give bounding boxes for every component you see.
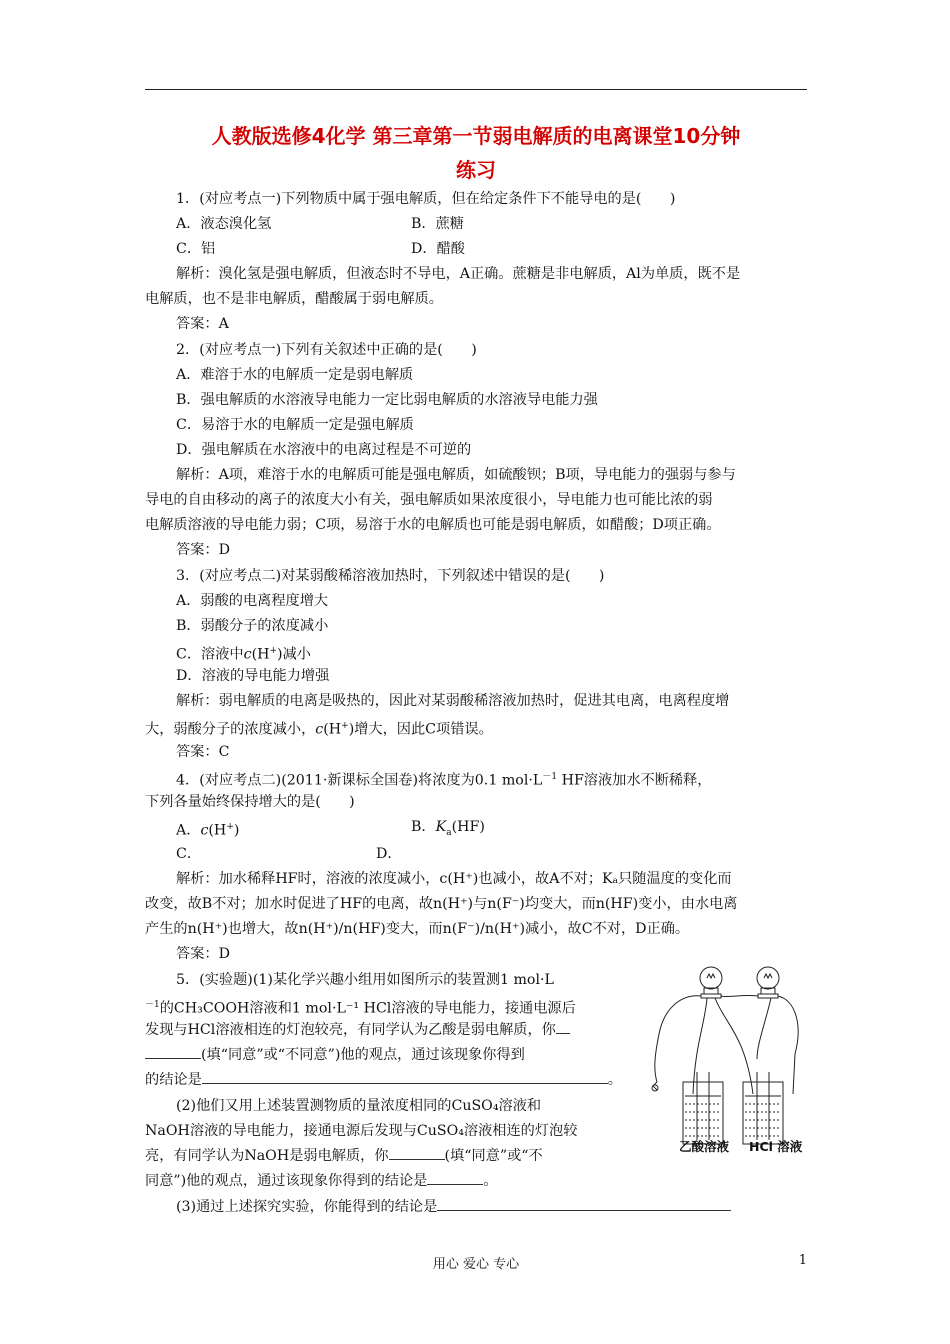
q2-option-c: C．易溶于水的电解质一定是强电解质 <box>176 417 414 433</box>
q4-stem: 4．(对应考点二)(2011·新课标全国卷)将浓度为0.1 $mol\cdot L^{-1}$ HF溶液加水不断稀释， <box>176 772 712 789</box>
q4-option-a: A．c(H+) <box>176 822 240 839</box>
q1-analysis-cont: 电解质，也不是非电解质，醋酸属于弱电解质。 <box>145 291 443 307</box>
q1-answer: 答案：A <box>176 316 229 332</box>
figure-label-acetic: 乙酸溶液 <box>679 1139 730 1154</box>
q5-blank-4[interactable] <box>427 1172 483 1185</box>
header-rule <box>145 89 807 90</box>
page-title-line2: 练习 <box>456 158 496 182</box>
footer-motto: 用心 爱心 专心 <box>432 1257 520 1272</box>
q1-option-b: B．蔗糖 <box>411 216 464 232</box>
q3-option-d: D．溶液的导电能力增强 <box>176 668 330 684</box>
q5-stem-cont3: (填“同意”或“不同意”)他的观点，通过该现象你得到 <box>145 1046 525 1064</box>
q2-analysis-cont1: 导电的自由移动的离子的浓度大小有关，强电解质如果浓度很小，导电能力也可能比浓的弱 <box>145 492 713 508</box>
q1-option-c: C．铝 <box>176 241 216 257</box>
q5-part2-cont2: 亮，有同学认为NaOH是弱电解质，你 (填“同意”或“不 <box>145 1148 543 1164</box>
q5-blank-2[interactable] <box>202 1071 608 1084</box>
q4-option-b: B．$K_a(HF)$ <box>411 819 485 838</box>
q3-analysis-cont: 大，弱酸分子的浓度减小，c(H+)增大，因此C项错误。 <box>145 721 493 738</box>
q4-answer: 答案：D <box>176 946 230 962</box>
beaker-left-icon <box>683 1072 723 1144</box>
page-title: 人教版选修4化学 第三章第一节弱电解质的电离课堂10分钟 <box>211 124 741 148</box>
q2-stem: 2．(对应考点一)下列有关叙述中正确的是( ) <box>176 342 477 358</box>
conductivity-apparatus-figure <box>645 964 813 1158</box>
q5-part3: (3)通过上述探究实验，你能得到的结论是 <box>176 1198 731 1216</box>
q4-option-c: C． <box>176 846 202 862</box>
q5-blank-3[interactable] <box>389 1147 445 1160</box>
q4-analysis: 解析：加水稀释HF时，溶液的浓度减小，c(H⁺)也减小，故A不对；Kₐ只随温度的变化而 <box>176 871 732 887</box>
q5-blank-1[interactable] <box>145 1046 201 1059</box>
q3-option-c: C．溶液中c(H+)减小 <box>176 646 311 663</box>
q1-stem: 1．(对应考点一)下列物质中属于强电解质，但在给定条件下不能导电的是( ) <box>176 191 676 207</box>
q2-analysis: 解析：A项，难溶于水的电解质可能是强电解质，如硫酸钡；B项，导电能力的强弱与参与 <box>176 467 736 483</box>
q5-stem-cont1: $^{-1}$的CH₃COOH溶液和1 mol·L⁻¹ HCl溶液的导电能力，接通电源后 <box>145 1000 576 1017</box>
q1-option-d: D．醋酸 <box>411 241 465 257</box>
q5-stem-cont2: 发现与HCl溶液相连的灯泡较亮，有同学认为乙酸是弱电解质，你 <box>145 1021 570 1039</box>
q4-stem-cont: 下列各量始终保持增大的是( ) <box>145 794 355 810</box>
page-number: 1 <box>798 1253 807 1268</box>
q5-stem-cont4: 的结论是 。 <box>145 1072 622 1088</box>
beaker-right-icon <box>743 1072 783 1144</box>
q2-option-b: B．强电解质的水溶液导电能力一定比弱电解质的水溶液导电能力强 <box>176 392 598 408</box>
q5-part2: (2)他们又用上述装置测物质的量浓度相同的CuSO₄溶液和 <box>176 1098 542 1114</box>
q3-answer: 答案：C <box>176 744 230 760</box>
q2-option-a: A．难溶于水的电解质一定是弱电解质 <box>176 367 414 383</box>
light-bulb-right-icon <box>757 967 779 998</box>
q5-blank-5[interactable] <box>437 1198 731 1211</box>
q3-option-b: B．弱酸分子的浓度减小 <box>176 618 329 634</box>
q2-option-d: D．强电解质在水溶液中的电离过程是不可逆的 <box>176 442 472 458</box>
q1-option-a: A．液态溴化氢 <box>176 216 272 232</box>
figure-label-hcl: HCl 溶液 <box>749 1139 803 1154</box>
q4-analysis-cont2: 产生的n(H⁺)也增大，故n(H⁺)/n(HF)变大，而n(F⁻)/n(H⁺)减小，故C不对，D正确。 <box>145 921 690 937</box>
q5-stem: 5．(实验题)(1)某化学兴趣小组用如图所示的装置测1 mol·L <box>176 972 554 988</box>
light-bulb-left-icon <box>700 967 722 998</box>
q3-analysis: 解析：弱电解质的电离是吸热的，因此对某弱酸稀溶液加热时，促进其电离，电离程度增 <box>176 693 730 709</box>
q5-part2-cont3: 同意”)他的观点，通过该现象你得到的结论是 。 <box>145 1173 498 1189</box>
q1-analysis: 解析：溴化氢是强电解质，但液态时不导电，A正确。蔗糖是非电解质，Al为单质，既不是 <box>176 266 741 282</box>
q5-blank-1a[interactable] <box>556 1021 570 1034</box>
q2-answer: 答案：D <box>176 542 230 558</box>
q4-option-d: D． <box>376 846 402 862</box>
q5-part2-cont1: NaOH溶液的导电能力，接通电源后发现与CuSO₄溶液相连的灯泡较 <box>145 1123 578 1139</box>
q4-analysis-cont1: 改变，故B不对；加水时促进了HF的电离，故n(H⁺)与n(F⁻)均变大，而n(HF)变小，由水电离 <box>145 896 738 912</box>
q3-stem: 3．(对应考点二)对某弱酸稀溶液加热时，下列叙述中错误的是( ) <box>176 568 605 584</box>
q2-analysis-cont2: 电解质溶液的导电能力弱；C项，易溶于水的电解质也可能是弱电解质，如醋酸；D项正确。 <box>145 517 721 533</box>
q3-option-a: A．弱酸的电离程度增大 <box>176 593 329 609</box>
